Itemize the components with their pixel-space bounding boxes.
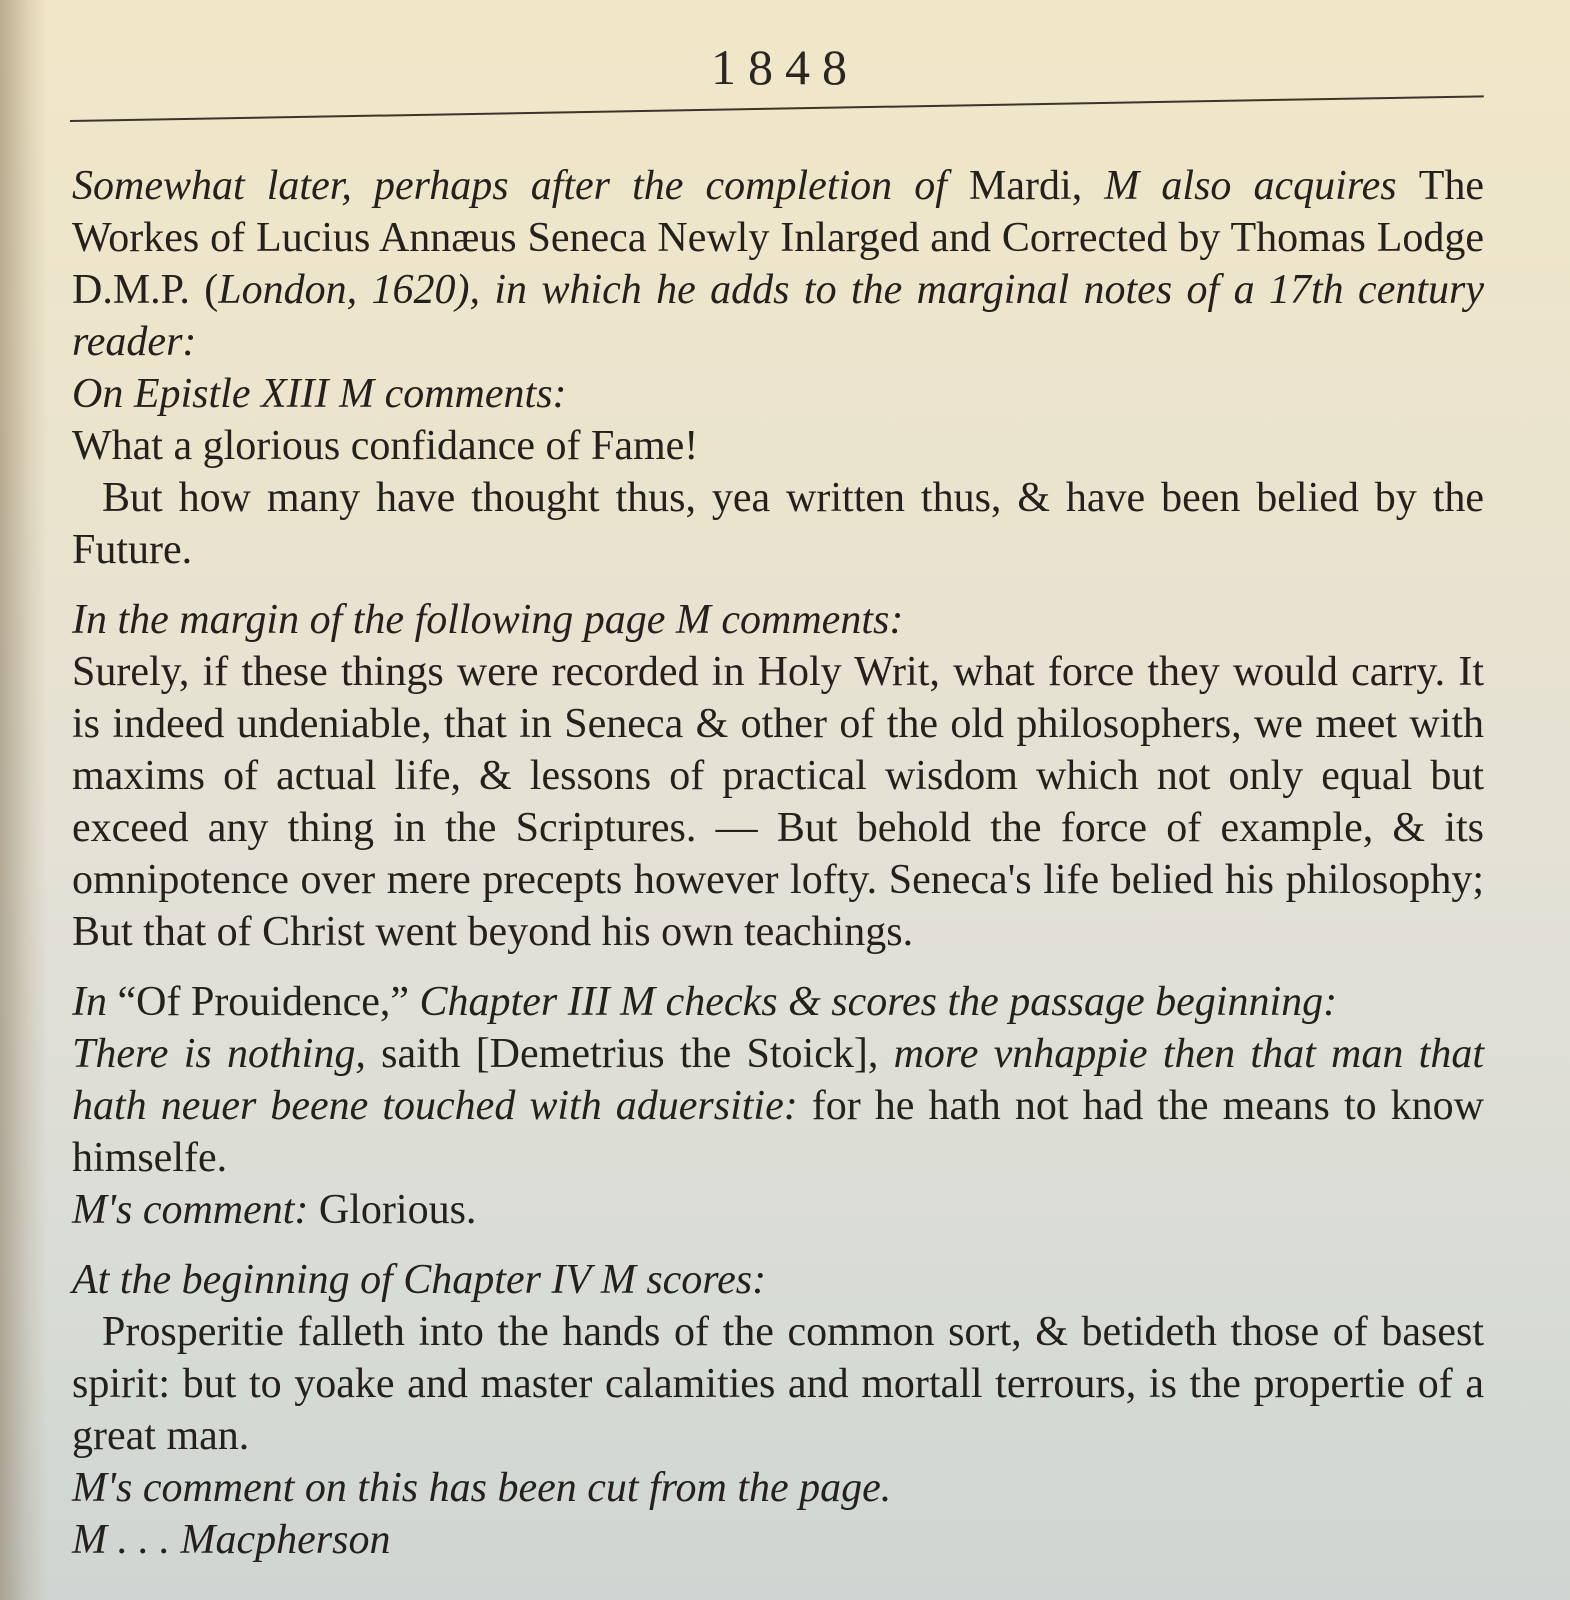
m-comment-value: Glorious. <box>318 1187 477 1233</box>
note-comment-cut: M's comment on this has been cut from the page. <box>72 1465 892 1511</box>
m-comment-label: M's comment: <box>72 1187 319 1233</box>
paragraph-intro <box>72 160 1484 368</box>
quote-demetrius <box>72 1028 1484 1184</box>
demetrius-b: saith [Demetrius the Stoick], <box>365 1031 894 1077</box>
heading-epistle-xiii: On Epistle XIII M comments: <box>72 371 567 417</box>
intro-italic-a: Somewhat later, perhaps after the completion of <box>72 163 970 209</box>
intro-book-title: The Workes of Lucius Annæus Seneca Newly Inlarged and Corrected by Thomas Lodge D.M.P. ( <box>72 163 1484 313</box>
cut-off-line: M . . . Macpherson <box>72 1517 391 1563</box>
demetrius-a: There is nothing, <box>72 1031 366 1077</box>
quote-belied-future: But how many have thought thus, yea written thus, & have been belied by the Future. <box>72 475 1484 573</box>
intro-italic-c: M also acquires <box>1082 163 1419 209</box>
demetrius-c: more vnhappie then that man that hath neuer beene touched with aduersitie: <box>72 1031 1484 1129</box>
heading-margin-following-page: In the margin of the following page M comments: <box>72 597 904 643</box>
page-running-head: 1848 <box>711 39 859 95</box>
quote-glorious-confidance: What a glorious confidance of Fame! <box>72 423 699 469</box>
header-rule <box>70 95 1484 122</box>
page-body <box>72 160 1484 1566</box>
providence-in: In <box>72 979 118 1025</box>
quote-prosperitie: Prosperitie falleth into the hands of the common sort, & betideth those of basest spirit: but to yoake and master calamities and mortall terrours, is the propertie of a great man. <box>72 1309 1484 1459</box>
m-comment-glorious <box>72 1184 1484 1236</box>
heading-of-prouidence <box>72 976 1484 1028</box>
intro-mardi: Mardi, <box>969 163 1083 209</box>
intro-place-date: London, 1620 <box>218 267 456 313</box>
heading-chapter-iv: At the beginning of Chapter IV M scores: <box>72 1257 767 1303</box>
providence-rest: Chapter III M checks & scores the passage beginning: <box>409 979 1338 1025</box>
demetrius-d: for he hath not had the means to know himselfe. <box>72 1083 1484 1181</box>
quote-holy-writ: Surely, if these things were recorded in Holy Writ, what force they would carry. It is indeed undeniable, that in Seneca & other of the old philosophers, we meet with maxims of actual life, & lessons of practical wisdom which not only equal but exceed any thing in the Scriptures. — But behold the force of example, & its omnipotence over mere precepts however lofty. Seneca's life belied his philosophy; But that of Christ went beyond his own teachings. <box>72 649 1484 955</box>
providence-title: “Of Prouidence,” <box>117 979 410 1025</box>
intro-italic-f: ), in which he adds to the marginal notes of a 17th century reader: <box>72 267 1484 365</box>
binding-shadow <box>0 0 48 1600</box>
